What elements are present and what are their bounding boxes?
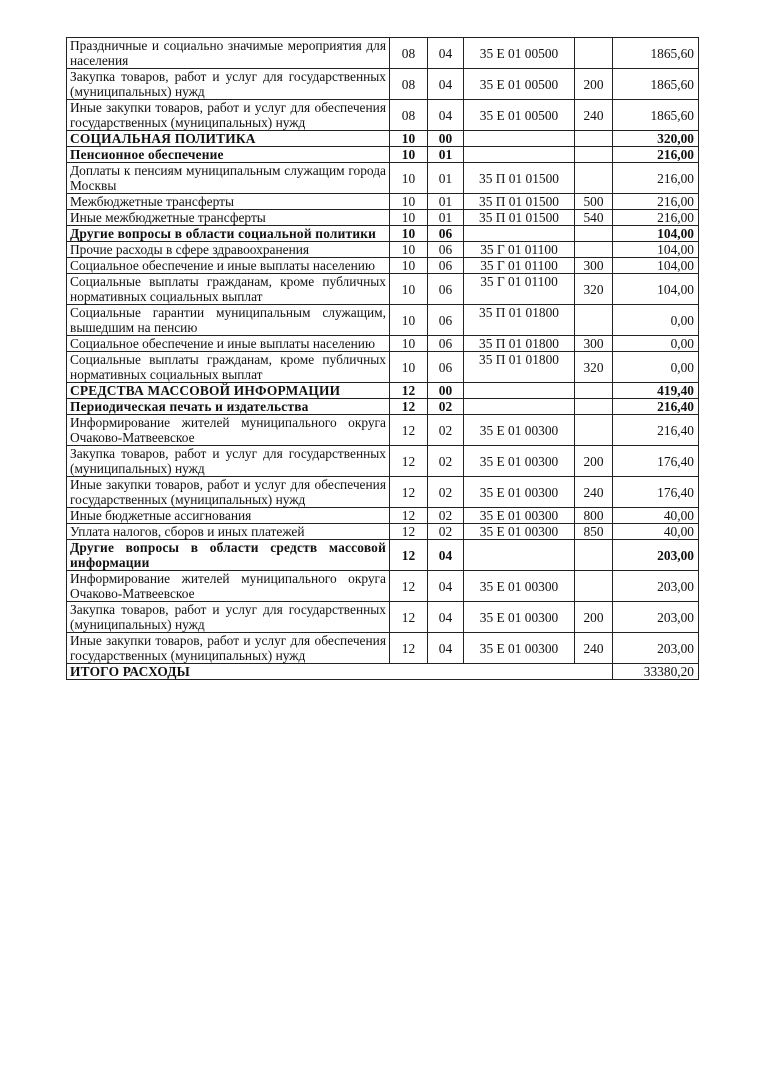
row-subsection-cell: 02: [428, 415, 464, 446]
row-expense-type-cell: 320: [575, 352, 613, 383]
row-expense-type-cell: [575, 540, 613, 571]
row-section-cell: 12: [390, 633, 428, 664]
row-name-cell: Иные закупки товаров, работ и услуг для обеспечения государственных (муниципальных) нужд: [67, 100, 390, 131]
row-sum-cell: 216,00: [613, 194, 699, 210]
row-name-cell: Закупка товаров, работ и услуг для государственных (муниципальных) нужд: [67, 602, 390, 633]
table-row: [67, 147, 699, 163]
row-name-cell: Социальное обеспечение и иные выплаты населению: [67, 258, 390, 274]
row-subsection-cell: 01: [428, 210, 464, 226]
row-target-article-cell: [464, 226, 575, 242]
row-target-article-cell: [464, 383, 575, 399]
row-expense-type-cell: 500: [575, 194, 613, 210]
row-name-cell: Социальные выплаты гражданам, кроме публичных нормативных социальных выплат: [67, 352, 390, 383]
row-expense-type-cell: 800: [575, 508, 613, 524]
row-name-cell: Уплата налогов, сборов и иных платежей: [67, 524, 390, 540]
row-sum-cell: 203,00: [613, 602, 699, 633]
row-name-cell: Пенсионное обеспечение: [67, 147, 390, 163]
table-row: [67, 38, 699, 69]
row-target-article-cell: 35 Е 01 00300: [464, 477, 575, 508]
row-subsection-cell: 02: [428, 399, 464, 415]
row-section-cell: 12: [390, 508, 428, 524]
row-name-cell: Другие вопросы в области социальной политики: [67, 226, 390, 242]
row-sum-cell: 0,00: [613, 336, 699, 352]
row-section-cell: 12: [390, 571, 428, 602]
row-subsection-cell: 04: [428, 38, 464, 69]
row-sum-cell: 216,00: [613, 147, 699, 163]
row-section-cell: 12: [390, 446, 428, 477]
row-sum-cell: 104,00: [613, 226, 699, 242]
row-section-cell: 08: [390, 69, 428, 100]
row-name-cell: Социальные гарантии муниципальным служащим, вышедшим на пенсию: [67, 305, 390, 336]
table-row: [67, 163, 699, 194]
row-section-cell: 10: [390, 305, 428, 336]
row-sum-cell: 40,00: [613, 508, 699, 524]
table-row: [67, 540, 699, 571]
row-expense-type-cell: [575, 571, 613, 602]
row-target-article-cell: 35 Г 01 01100: [464, 242, 575, 258]
row-section-cell: 10: [390, 274, 428, 305]
table-row: [67, 383, 699, 399]
row-sum-cell: 104,00: [613, 242, 699, 258]
table-row: [67, 305, 699, 336]
row-subsection-cell: 02: [428, 446, 464, 477]
row-sum-cell: 203,00: [613, 571, 699, 602]
row-section-cell: 12: [390, 602, 428, 633]
row-sum-cell: 176,40: [613, 446, 699, 477]
row-section-cell: 10: [390, 352, 428, 383]
row-expense-type-cell: 240: [575, 633, 613, 664]
row-target-article-cell: [464, 147, 575, 163]
row-section-cell: 10: [390, 131, 428, 147]
table-row: [67, 352, 699, 383]
table-row: [67, 446, 699, 477]
table-row: [67, 100, 699, 131]
table-row: [67, 399, 699, 415]
table-row: [67, 210, 699, 226]
row-expense-type-cell: [575, 305, 613, 336]
row-target-article-cell: 35 Е 01 00500: [464, 100, 575, 131]
row-expense-type-cell: [575, 147, 613, 163]
row-target-article-cell: [464, 399, 575, 415]
row-target-article-cell: 35 П 01 01500: [464, 210, 575, 226]
table-row: [67, 336, 699, 352]
row-name-cell: Иные межбюджетные трансферты: [67, 210, 390, 226]
row-subsection-cell: 06: [428, 226, 464, 242]
row-sum-cell: 0,00: [613, 305, 699, 336]
row-section-cell: 10: [390, 210, 428, 226]
row-target-article-cell: 35 П 01 01800: [464, 305, 575, 336]
table-row: [67, 131, 699, 147]
row-subsection-cell: 04: [428, 540, 464, 571]
row-name-cell: Другие вопросы в области средств массовой информации: [67, 540, 390, 571]
row-name-cell: Межбюджетные трансферты: [67, 194, 390, 210]
row-expense-type-cell: [575, 383, 613, 399]
row-section-cell: 10: [390, 242, 428, 258]
row-section-cell: 12: [390, 540, 428, 571]
row-sum-cell: 216,40: [613, 399, 699, 415]
row-subsection-cell: 04: [428, 100, 464, 131]
row-name-cell: Иные закупки товаров, работ и услуг для обеспечения государственных (муниципальных) нужд: [67, 477, 390, 508]
row-name-cell: Закупка товаров, работ и услуг для государственных (муниципальных) нужд: [67, 69, 390, 100]
row-name-cell: Закупка товаров, работ и услуг для государственных (муниципальных) нужд: [67, 446, 390, 477]
row-section-cell: 12: [390, 383, 428, 399]
row-subsection-cell: 02: [428, 524, 464, 540]
row-section-cell: 08: [390, 38, 428, 69]
row-sum-cell: 320,00: [613, 131, 699, 147]
row-expense-type-cell: [575, 226, 613, 242]
row-target-article-cell: 35 П 01 01500: [464, 194, 575, 210]
row-name-cell: Социальное обеспечение и иные выплаты населению: [67, 336, 390, 352]
row-sum-cell: 1865,60: [613, 38, 699, 69]
row-name-cell: Иные закупки товаров, работ и услуг для обеспечения государственных (муниципальных) нужд: [67, 633, 390, 664]
row-target-article-cell: 35 П 01 01800: [464, 352, 575, 383]
row-target-article-cell: 35 Е 01 00300: [464, 633, 575, 664]
row-expense-type-cell: 240: [575, 100, 613, 131]
row-name-cell: Прочие расходы в сфере здравоохранения: [67, 242, 390, 258]
table-row: [67, 258, 699, 274]
total-row: [67, 664, 699, 680]
table-row: [67, 571, 699, 602]
row-section-cell: 12: [390, 399, 428, 415]
row-expense-type-cell: [575, 163, 613, 194]
row-expense-type-cell: 300: [575, 336, 613, 352]
row-name-cell: Иные бюджетные ассигнования: [67, 508, 390, 524]
row-sum-cell: 104,00: [613, 258, 699, 274]
row-subsection-cell: 06: [428, 242, 464, 258]
row-sum-cell: 419,40: [613, 383, 699, 399]
row-target-article-cell: 35 Е 01 00300: [464, 571, 575, 602]
row-target-article-cell: [464, 131, 575, 147]
row-subsection-cell: 04: [428, 602, 464, 633]
row-expense-type-cell: 200: [575, 602, 613, 633]
row-subsection-cell: 06: [428, 258, 464, 274]
row-expense-type-cell: 540: [575, 210, 613, 226]
row-expense-type-cell: [575, 38, 613, 69]
row-name-cell: СОЦИАЛЬНАЯ ПОЛИТИКА: [67, 131, 390, 147]
row-subsection-cell: 00: [428, 131, 464, 147]
row-target-article-cell: 35 П 01 01500: [464, 163, 575, 194]
row-subsection-cell: 02: [428, 508, 464, 524]
row-target-article-cell: 35 Е 01 00300: [464, 508, 575, 524]
row-section-cell: 12: [390, 415, 428, 446]
row-subsection-cell: 06: [428, 352, 464, 383]
row-subsection-cell: 06: [428, 305, 464, 336]
row-target-article-cell: 35 Е 01 00500: [464, 38, 575, 69]
total-sum: 33380,20: [613, 664, 699, 680]
row-expense-type-cell: 850: [575, 524, 613, 540]
table-row: [67, 69, 699, 100]
row-subsection-cell: 01: [428, 147, 464, 163]
row-name-cell: Информирование жителей муниципального округа Очаково-Матвеевское: [67, 571, 390, 602]
row-subsection-cell: 01: [428, 163, 464, 194]
row-sum-cell: 0,00: [613, 352, 699, 383]
row-section-cell: 12: [390, 477, 428, 508]
row-name-cell: Праздничные и социально значимые мероприятия для населения: [67, 38, 390, 69]
row-section-cell: 10: [390, 147, 428, 163]
row-section-cell: 10: [390, 194, 428, 210]
row-subsection-cell: 00: [428, 383, 464, 399]
row-expense-type-cell: 200: [575, 446, 613, 477]
row-expense-type-cell: 320: [575, 274, 613, 305]
table-row: [67, 274, 699, 305]
row-expense-type-cell: 240: [575, 477, 613, 508]
table-row: [67, 524, 699, 540]
row-expense-type-cell: [575, 415, 613, 446]
row-section-cell: 10: [390, 226, 428, 242]
row-sum-cell: 203,00: [613, 633, 699, 664]
row-target-article-cell: 35 Е 01 00300: [464, 524, 575, 540]
expenses-table: [66, 37, 699, 680]
row-section-cell: 10: [390, 258, 428, 274]
row-sum-cell: 216,00: [613, 163, 699, 194]
row-target-article-cell: [464, 540, 575, 571]
table-body: [67, 38, 699, 680]
row-target-article-cell: 35 Г 01 01100: [464, 258, 575, 274]
row-target-article-cell: 35 Е 01 00500: [464, 69, 575, 100]
row-name-cell: Периодическая печать и издательства: [67, 399, 390, 415]
row-name-cell: Социальные выплаты гражданам, кроме публичных нормативных социальных выплат: [67, 274, 390, 305]
row-sum-cell: 40,00: [613, 524, 699, 540]
row-sum-cell: 104,00: [613, 274, 699, 305]
table-row: [67, 633, 699, 664]
row-subsection-cell: 06: [428, 336, 464, 352]
row-name-cell: СРЕДСТВА МАССОВОЙ ИНФОРМАЦИИ: [67, 383, 390, 399]
table-row: [67, 508, 699, 524]
row-section-cell: 10: [390, 336, 428, 352]
row-sum-cell: 216,40: [613, 415, 699, 446]
row-name-cell: Доплаты к пенсиям муниципальным служащим города Москвы: [67, 163, 390, 194]
row-subsection-cell: 04: [428, 571, 464, 602]
row-expense-type-cell: [575, 399, 613, 415]
document-page: [66, 37, 698, 680]
row-section-cell: 10: [390, 163, 428, 194]
row-target-article-cell: 35 Г 01 01100: [464, 274, 575, 305]
row-expense-type-cell: [575, 131, 613, 147]
row-sum-cell: 203,00: [613, 540, 699, 571]
row-target-article-cell: 35 Е 01 00300: [464, 415, 575, 446]
table-row: [67, 226, 699, 242]
table-row: [67, 415, 699, 446]
total-label: ИТОГО РАСХОДЫ: [67, 664, 613, 680]
row-subsection-cell: 01: [428, 194, 464, 210]
row-section-cell: 12: [390, 524, 428, 540]
row-sum-cell: 1865,60: [613, 100, 699, 131]
row-target-article-cell: 35 П 01 01800: [464, 336, 575, 352]
row-sum-cell: 176,40: [613, 477, 699, 508]
row-target-article-cell: 35 Е 01 00300: [464, 602, 575, 633]
row-subsection-cell: 02: [428, 477, 464, 508]
row-target-article-cell: 35 Е 01 00300: [464, 446, 575, 477]
table-row: [67, 477, 699, 508]
table-row: [67, 242, 699, 258]
row-section-cell: 08: [390, 100, 428, 131]
row-expense-type-cell: 300: [575, 258, 613, 274]
row-expense-type-cell: 200: [575, 69, 613, 100]
row-sum-cell: 1865,60: [613, 69, 699, 100]
row-sum-cell: 216,00: [613, 210, 699, 226]
row-subsection-cell: 04: [428, 633, 464, 664]
row-subsection-cell: 04: [428, 69, 464, 100]
row-subsection-cell: 06: [428, 274, 464, 305]
table-row: [67, 194, 699, 210]
table-row: [67, 602, 699, 633]
row-expense-type-cell: [575, 242, 613, 258]
row-name-cell: Информирование жителей муниципального округа Очаково-Матвеевское: [67, 415, 390, 446]
